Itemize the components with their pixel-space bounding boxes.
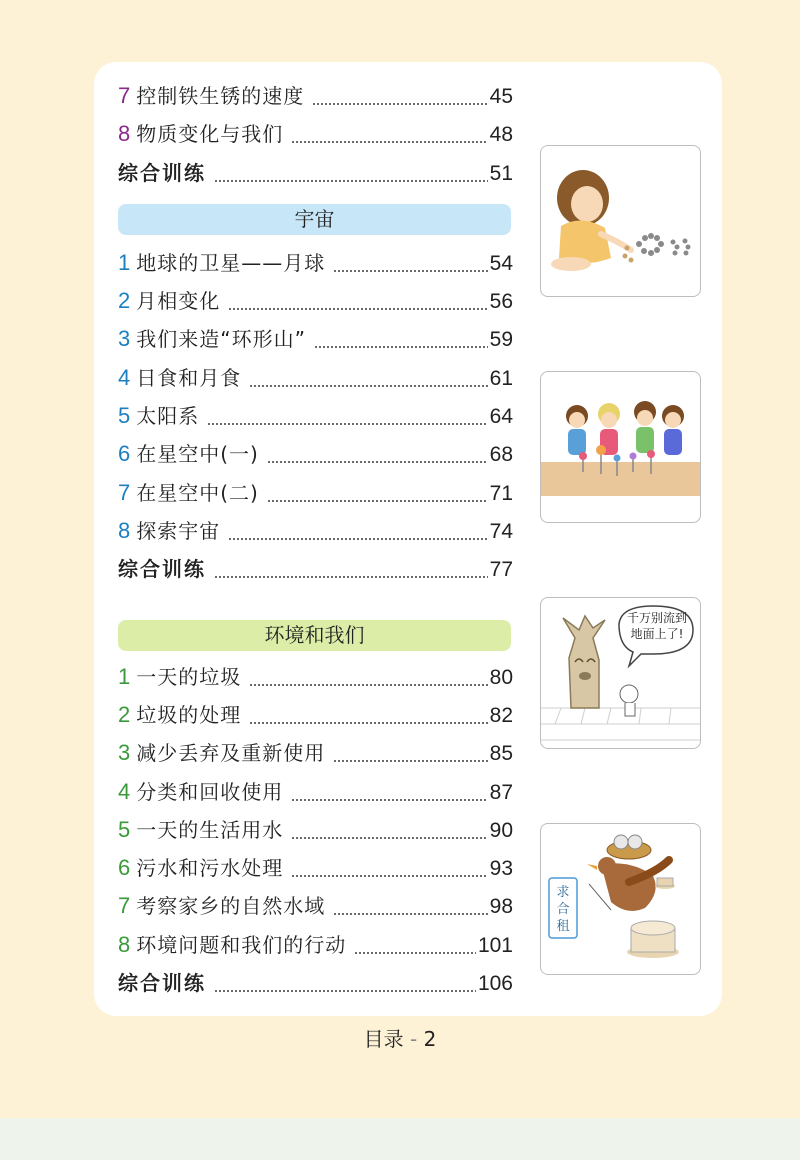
entry-number: 5 xyxy=(118,817,131,842)
entry-title: 太阳系 xyxy=(136,404,200,428)
toc-entry[interactable] xyxy=(118,737,513,771)
toc-entry[interactable] xyxy=(118,118,513,152)
dot-leader xyxy=(291,799,487,801)
entry-number: 1 xyxy=(118,250,131,275)
entry-number: 3 xyxy=(118,740,131,765)
entry-title: 一天的垃圾 xyxy=(136,665,242,689)
dot-leader xyxy=(228,538,487,540)
entry-title: 物质变化与我们 xyxy=(136,122,284,146)
toc-entry[interactable] xyxy=(118,661,513,695)
entry-page: 56 xyxy=(489,290,513,313)
entry-title: 垃圾的处理 xyxy=(136,703,242,727)
toc-entry[interactable] xyxy=(118,285,513,319)
entry-number: 8 xyxy=(118,121,131,146)
kids-solar-model-image xyxy=(541,372,700,522)
entry-number: 7 xyxy=(118,893,131,918)
dot-leader xyxy=(214,990,476,992)
entry-page: 106 xyxy=(477,972,513,995)
toc-entry[interactable] xyxy=(118,438,513,472)
entry-page: 68 xyxy=(489,443,513,466)
toc-entry[interactable] xyxy=(118,929,513,963)
dot-leader xyxy=(333,270,487,272)
toc-entry[interactable] xyxy=(118,477,513,511)
footer-page-number: 2 xyxy=(423,1027,437,1051)
entry-number: 7 xyxy=(118,480,131,505)
entry-title: 综合训练 xyxy=(118,971,206,995)
entry-page: 87 xyxy=(489,781,513,804)
toc-entry[interactable] xyxy=(118,362,513,396)
toc-entry[interactable] xyxy=(118,852,513,886)
toc-entry[interactable] xyxy=(118,323,513,357)
dot-leader xyxy=(291,141,487,143)
entry-page: 61 xyxy=(489,367,513,390)
entry-number: 6 xyxy=(118,441,131,466)
entry-title: 月相变化 xyxy=(136,289,221,313)
dot-leader xyxy=(333,913,487,915)
sign-text: 求合租 xyxy=(556,885,570,934)
entry-title: 综合训练 xyxy=(118,161,206,185)
entry-title: 综合训练 xyxy=(118,557,206,581)
toc-entry[interactable] xyxy=(118,776,513,810)
toc-entry[interactable] xyxy=(118,814,513,848)
entry-page: 54 xyxy=(489,252,513,275)
dot-leader xyxy=(267,500,488,502)
toc-entry-review[interactable] xyxy=(118,553,513,587)
dot-leader xyxy=(354,952,476,954)
entry-page: 74 xyxy=(489,520,513,543)
entry-page: 101 xyxy=(477,934,513,957)
dot-leader xyxy=(249,385,487,387)
entry-title: 地球的卫星——月球 xyxy=(136,251,326,275)
dot-leader xyxy=(291,837,487,839)
entry-number: 7 xyxy=(118,83,131,108)
entry-title: 减少丢弃及重新使用 xyxy=(136,741,326,765)
dot-leader xyxy=(291,875,487,877)
entry-title: 污水和污水处理 xyxy=(136,856,284,880)
entry-title: 日食和月食 xyxy=(136,366,242,390)
dot-leader xyxy=(267,461,488,463)
dot-leader xyxy=(249,722,487,724)
toc-entry[interactable] xyxy=(118,699,513,733)
entry-title: 分类和回收使用 xyxy=(136,780,284,804)
dot-leader xyxy=(333,760,487,762)
entry-number: 5 xyxy=(118,403,131,428)
entry-title: 控制铁生锈的速度 xyxy=(136,84,305,108)
entry-title: 考察家乡的自然水域 xyxy=(136,894,326,918)
entry-title: 我们来造“环形山” xyxy=(136,327,306,351)
entry-title: 一天的生活用水 xyxy=(136,818,284,842)
entry-number: 1 xyxy=(118,664,131,689)
entry-page: 77 xyxy=(489,558,513,581)
entry-number: 3 xyxy=(118,326,131,351)
bottom-strip xyxy=(0,1118,800,1160)
dot-leader xyxy=(214,180,488,182)
entry-title: 在星空中(二) xyxy=(136,481,259,505)
toc-entry-review[interactable] xyxy=(118,157,513,191)
section-header-environment: 环境和我们 xyxy=(118,620,511,651)
dot-leader xyxy=(249,684,487,686)
entry-number: 6 xyxy=(118,855,131,880)
toc-entry[interactable] xyxy=(118,890,513,924)
toc-entry[interactable] xyxy=(118,80,513,114)
entry-page: 93 xyxy=(489,857,513,880)
dot-leader xyxy=(314,346,488,348)
entry-page: 64 xyxy=(489,405,513,428)
entry-number: 4 xyxy=(118,779,131,804)
entry-number: 8 xyxy=(118,518,131,543)
entry-page: 71 xyxy=(489,482,513,505)
entry-title: 环境问题和我们的行动 xyxy=(136,933,347,957)
dot-leader xyxy=(312,103,487,105)
dot-leader xyxy=(214,576,488,578)
entry-page: 51 xyxy=(489,162,513,185)
toc-entry[interactable] xyxy=(118,247,513,281)
entry-page: 98 xyxy=(489,895,513,918)
toc-entry[interactable] xyxy=(118,400,513,434)
entry-page: 82 xyxy=(489,704,513,727)
entry-title: 探索宇宙 xyxy=(136,519,221,543)
entry-page: 45 xyxy=(489,85,513,108)
toc-entry[interactable] xyxy=(118,515,513,549)
entry-page: 80 xyxy=(489,666,513,689)
section-header-universe: 宇宙 xyxy=(118,204,511,235)
entry-number: 2 xyxy=(118,702,131,727)
girl-moon-phases-image xyxy=(541,146,700,296)
illustration-moon-phases xyxy=(540,145,701,297)
footer-separator: - xyxy=(403,1027,424,1051)
page-footer xyxy=(0,1023,800,1052)
entry-number: 4 xyxy=(118,365,131,390)
entry-page: 48 xyxy=(489,123,513,146)
illustration-solar-system xyxy=(540,371,701,523)
entry-number: 2 xyxy=(118,288,131,313)
footer-label: 目录 xyxy=(363,1027,404,1051)
illustration-birds-nest xyxy=(540,823,701,975)
dot-leader xyxy=(207,423,487,425)
entry-title: 在星空中(一) xyxy=(136,442,259,466)
entry-page: 59 xyxy=(489,328,513,351)
entry-number: 8 xyxy=(118,932,131,957)
tree-speech-text: 千万别流到地面上了! xyxy=(626,611,687,641)
entry-page: 85 xyxy=(489,742,513,765)
illustration-tree-speech xyxy=(540,597,701,749)
dot-leader xyxy=(228,308,487,310)
toc-entry-review[interactable] xyxy=(118,967,513,1001)
entry-page: 90 xyxy=(489,819,513,842)
